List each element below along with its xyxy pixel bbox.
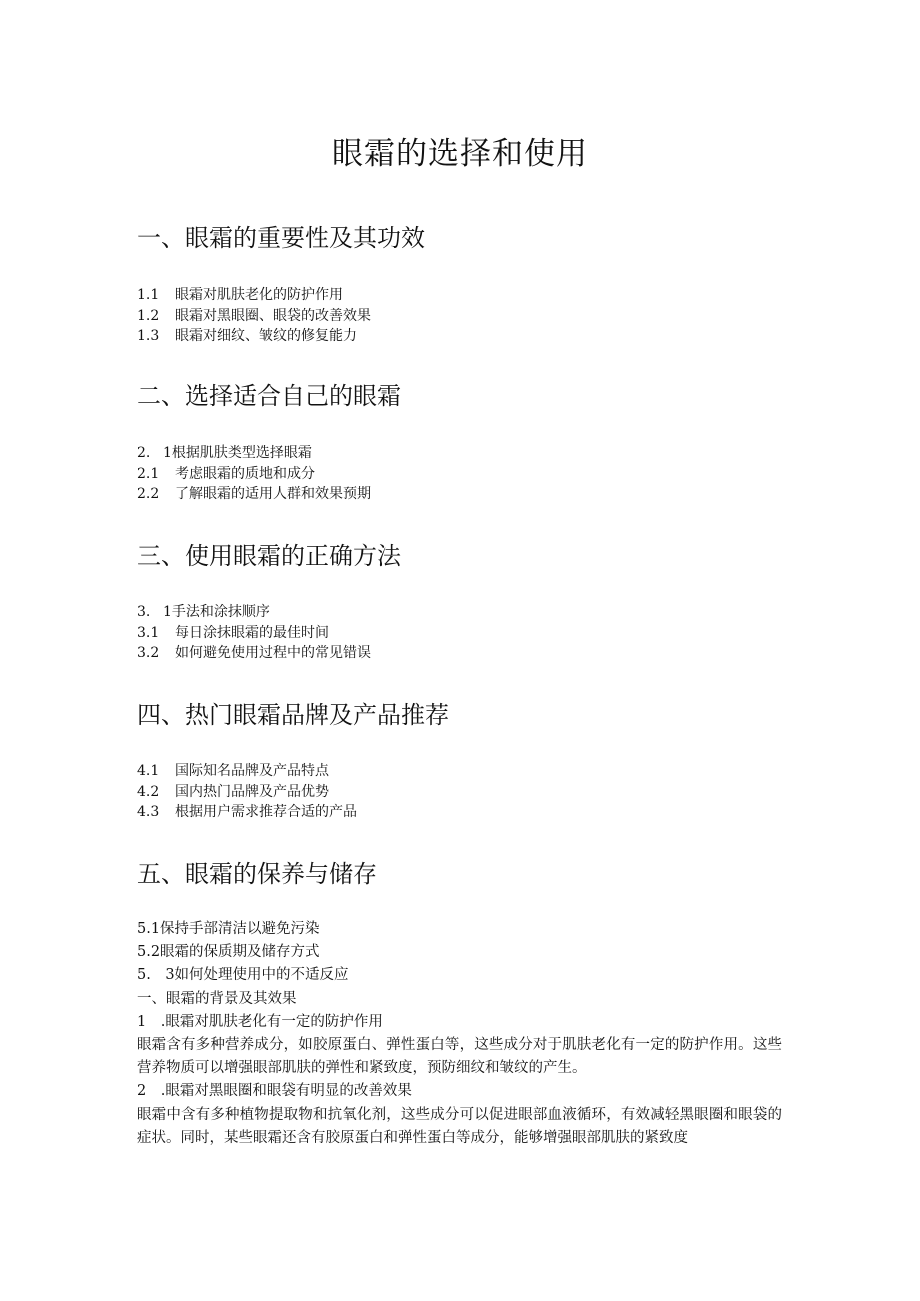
toc-number: 2. <box>137 445 151 461</box>
section-heading-text: 一、眼霜的重要性及其功效 <box>137 224 425 252</box>
body-line: 5.2眼霜的保质期及储存方式 <box>137 944 320 961</box>
section-heading-1 <box>137 222 797 254</box>
section-heading-text: 四、热门眼霜品牌及产品推荐 <box>137 701 449 729</box>
toc-number: 4.1 <box>137 763 160 779</box>
body-line: 5. 3如何处理使用中的不适反应 <box>137 967 349 984</box>
toc-item <box>137 623 797 644</box>
toc-text: 1手法和涂抹顺序 <box>163 604 270 620</box>
section-heading-text: 三、使用眼霜的正确方法 <box>137 542 401 570</box>
body-subheading: 一、眼霜的背景及其效果 <box>137 990 297 1007</box>
body-point-heading: 2 .眼霜对黑眼圈和眼袋有明显的改善效果 <box>137 1083 412 1100</box>
toc-text: 国内热门品牌及产品优势 <box>175 783 329 800</box>
toc-item <box>137 326 797 347</box>
toc-text: 眼霜对黑眼圈、眼袋的改善效果 <box>175 307 371 324</box>
toc-text: 每日涂抹眼霜的最佳时间 <box>175 624 329 641</box>
toc-number: 1.3 <box>137 328 160 344</box>
toc-number: 2.1 <box>137 465 160 482</box>
toc-item <box>137 782 797 803</box>
toc-number: 3.1 <box>137 624 160 641</box>
toc-number: 3.2 <box>137 645 160 661</box>
toc-text: 考虑眼霜的质地和成分 <box>175 465 315 482</box>
toc-item <box>137 602 797 623</box>
body-paragraph: 眼霜含有多种营养成分，如胶原蛋白、弹性蛋白等，这些成分对于肌肤老化有一定的防护作用。这些营养物质可以增强眼部肌肤的弹性和紧致度，预防细纹和皱纹的产生。 <box>137 1036 782 1077</box>
toc-text: 眼霜对肌肤老化的防护作用 <box>175 287 343 303</box>
toc-text: 了解眼霜的适用人群和效果预期 <box>175 486 371 502</box>
toc-item <box>137 443 797 464</box>
toc-text: 如何避免使用过程中的常见错误 <box>175 645 371 661</box>
toc-item <box>137 802 797 823</box>
toc-number: 4.3 <box>137 804 160 820</box>
toc-item <box>137 464 797 485</box>
body-paragraph: 眼霜中含有多种植物提取物和抗氧化剂，这些成分可以促进眼部血液循环，有效减轻黑眼圈和眼袋的症状。同时，某些眼霜还含有胶原蛋白和弹性蛋白等成分，能够增强眼部肌肤的紧致度 <box>137 1106 782 1146</box>
section-heading-3 <box>137 540 797 572</box>
toc-list-1 <box>137 285 797 347</box>
section-heading-text: 五、眼霜的保养与储存 <box>137 860 377 888</box>
toc-number: 4.2 <box>137 783 160 800</box>
toc-number: 1.2 <box>137 307 160 324</box>
toc-number: 3. <box>137 604 151 620</box>
document-title: 眼霜的选择和使用 <box>332 136 588 172</box>
toc-list-4 <box>137 761 797 823</box>
body-point-heading: 1 .眼霜对肌肤老化有一定的防护作用 <box>137 1013 383 1030</box>
section-heading-5 <box>137 858 797 890</box>
body-text <box>137 918 782 1150</box>
toc-text: 1根据肌肤类型选择眼霜 <box>163 445 312 461</box>
toc-list-2 <box>137 443 797 505</box>
toc-item <box>137 484 797 505</box>
section-heading-2 <box>137 380 797 412</box>
toc-text: 国际知名品牌及产品特点 <box>175 763 329 779</box>
toc-text: 眼霜对细纹、皱纹的修复能力 <box>175 328 357 344</box>
section-heading-4 <box>137 699 797 731</box>
toc-list-3 <box>137 602 797 664</box>
toc-item <box>137 285 797 306</box>
toc-item <box>137 761 797 782</box>
toc-number: 1.1 <box>137 287 160 303</box>
toc-number: 2.2 <box>137 486 160 502</box>
body-line: 5.1保持手部清洁以避免污染 <box>137 921 320 937</box>
section-heading-text: 二、选择适合自己的眼霜 <box>137 382 401 410</box>
toc-item <box>137 306 797 327</box>
toc-text: 根据用户需求推荐合适的产品 <box>175 804 357 820</box>
toc-item <box>137 643 797 664</box>
